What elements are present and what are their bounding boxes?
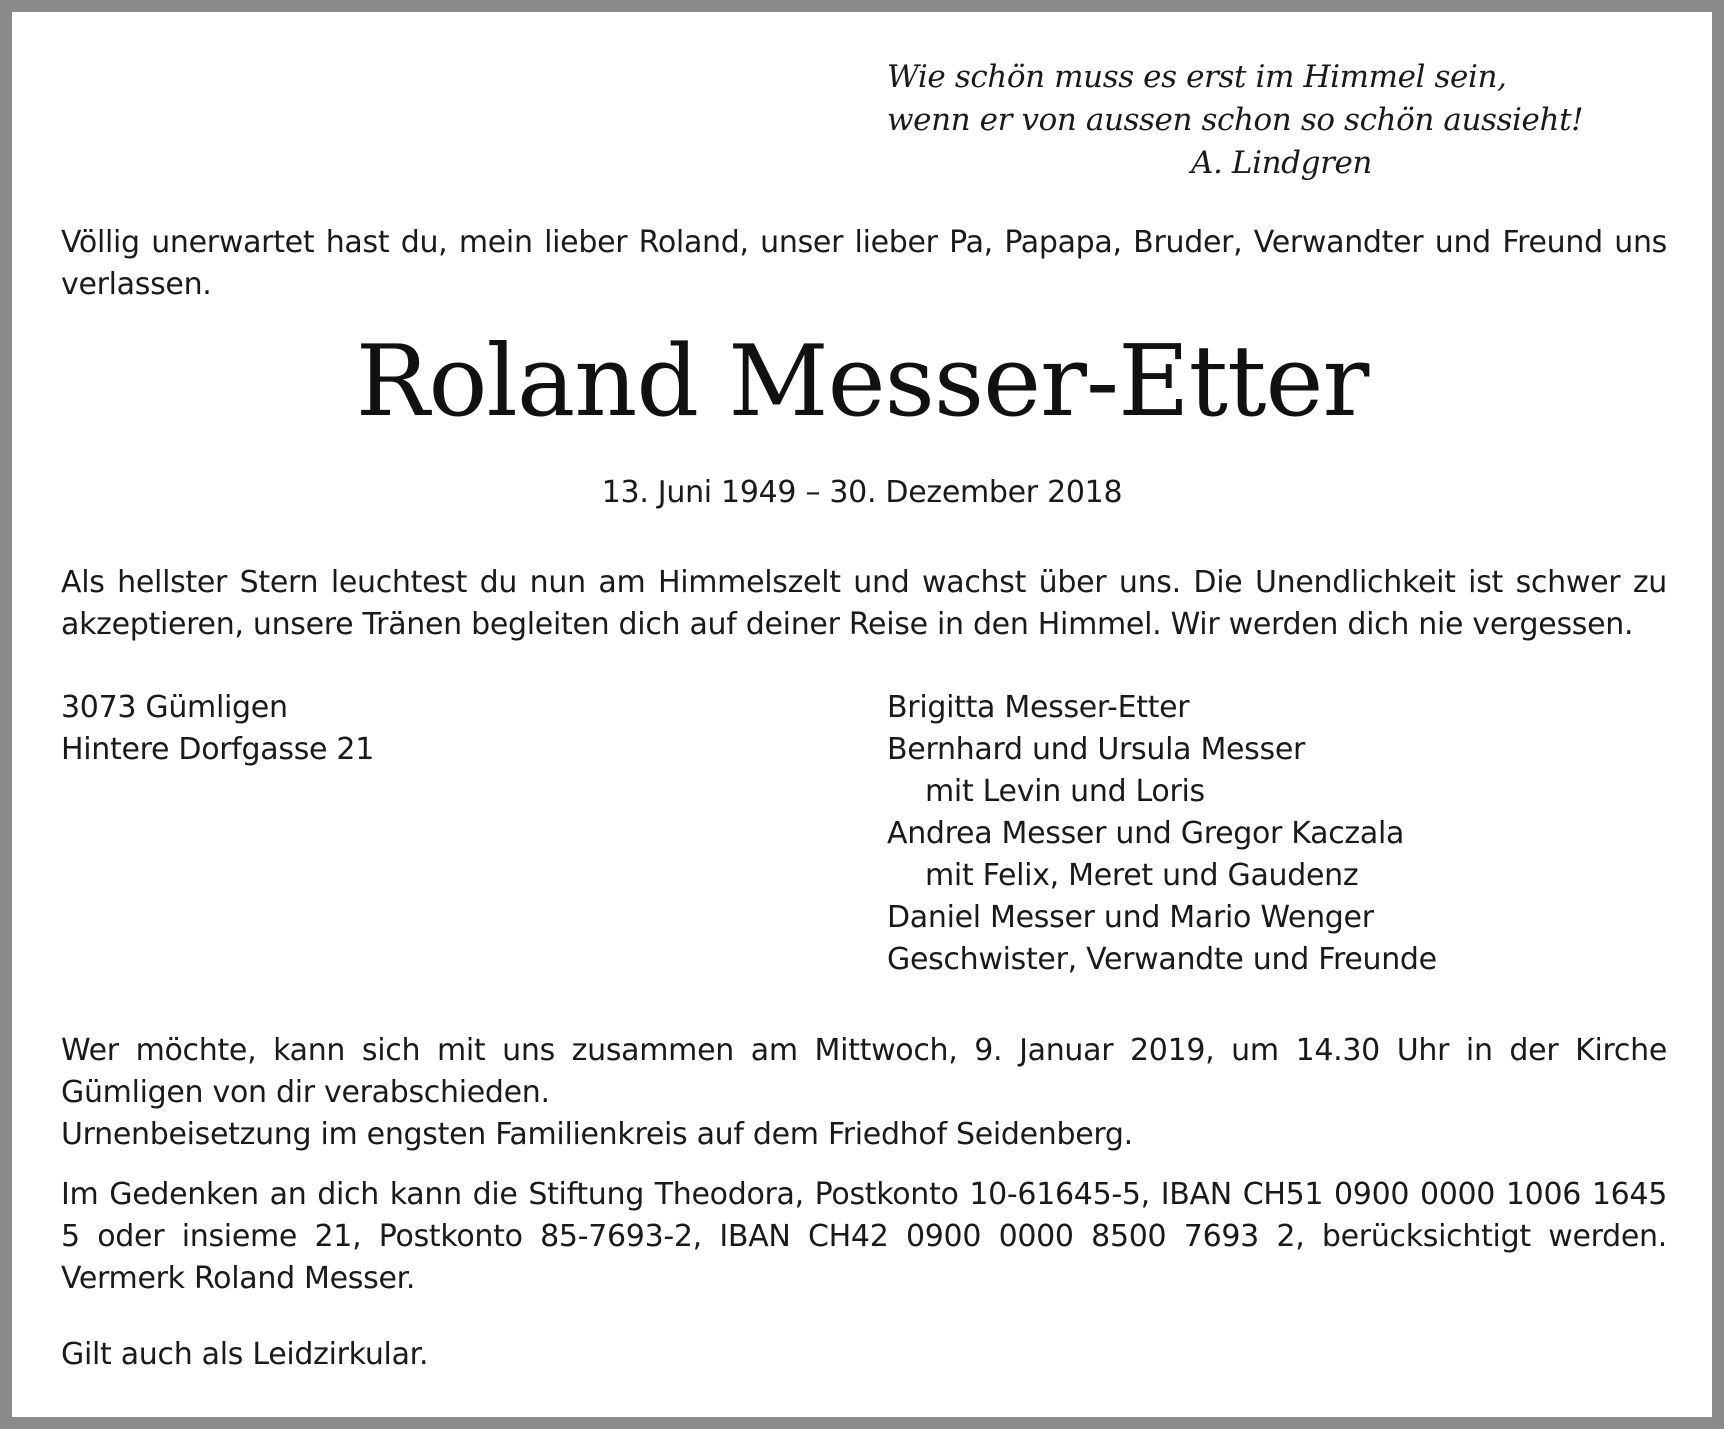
- quote-line-1: Wie schön muss es erst im Himmel sein,: [887, 59, 1507, 95]
- address-block: [61, 687, 374, 771]
- mourner-line: Brigitta Messer-Etter: [887, 690, 1190, 725]
- obituary-notice: [12, 12, 1712, 1417]
- quote-line-2: wenn er von aussen schon so schön aussieht!: [887, 102, 1584, 138]
- mourner-line: Andrea Messer und Gregor Kaczala: [887, 816, 1405, 851]
- donation-paragraph: Im Gedenken an dich kann die Stiftung Theodora, Postkonto 10-61645-5, IBAN CH51 0900 0000 1006 1645 5 oder insieme 21, Postkonto 85-7693-2, IBAN CH42 0900 0000 8500 7693 2, berücksichtigt werden. Vermerk Roland Messer.: [61, 1177, 1667, 1296]
- deceased-name: Roland Messer-Etter: [355, 325, 1369, 439]
- mourners-list: [887, 687, 1437, 981]
- footer-note: Gilt auch als Leidzirkular.: [61, 1337, 429, 1372]
- mourner-line: mit Felix, Meret und Gaudenz: [925, 858, 1359, 893]
- mourner-line: Bernhard und Ursula Messer: [887, 732, 1306, 767]
- epigraph-quote: [887, 56, 1584, 185]
- urn-paragraph: Urnenbeisetzung im engsten Familienkreis auf dem Friedhof Seidenberg.: [61, 1117, 1133, 1152]
- address-line-1: 3073 Gümligen: [61, 690, 288, 725]
- address-line-2: Hintere Dorfgasse 21: [61, 732, 374, 767]
- quote-author: A. Lindgren: [1191, 145, 1372, 181]
- life-dates: 13. Juni 1949 – 30. Dezember 2018: [601, 475, 1123, 510]
- mourner-line: Geschwister, Verwandte und Freunde: [887, 942, 1437, 977]
- mourner-line: mit Levin und Loris: [925, 774, 1205, 809]
- service-paragraph: Wer möchte, kann sich mit uns zusammen am Mittwoch, 9. Januar 2019, um 14.30 Uhr in der Kirche Gümligen von dir verabschieden.: [61, 1033, 1667, 1110]
- intro-paragraph: Völlig unerwartet hast du, mein lieber Roland, unser lieber Pa, Papapa, Bruder, Verwandter und Freund uns verlassen.: [61, 225, 1667, 302]
- remembrance-paragraph: Als hellster Stern leuchtest du nun am Himmelszelt und wachst über uns. Die Unendlichkeit ist schwer zu akzeptieren, unsere Tränen begleiten dich auf deiner Reise in den Himmel. Wir werden dich nie vergessen.: [61, 565, 1667, 642]
- mourner-line: Daniel Messer und Mario Wenger: [887, 900, 1374, 935]
